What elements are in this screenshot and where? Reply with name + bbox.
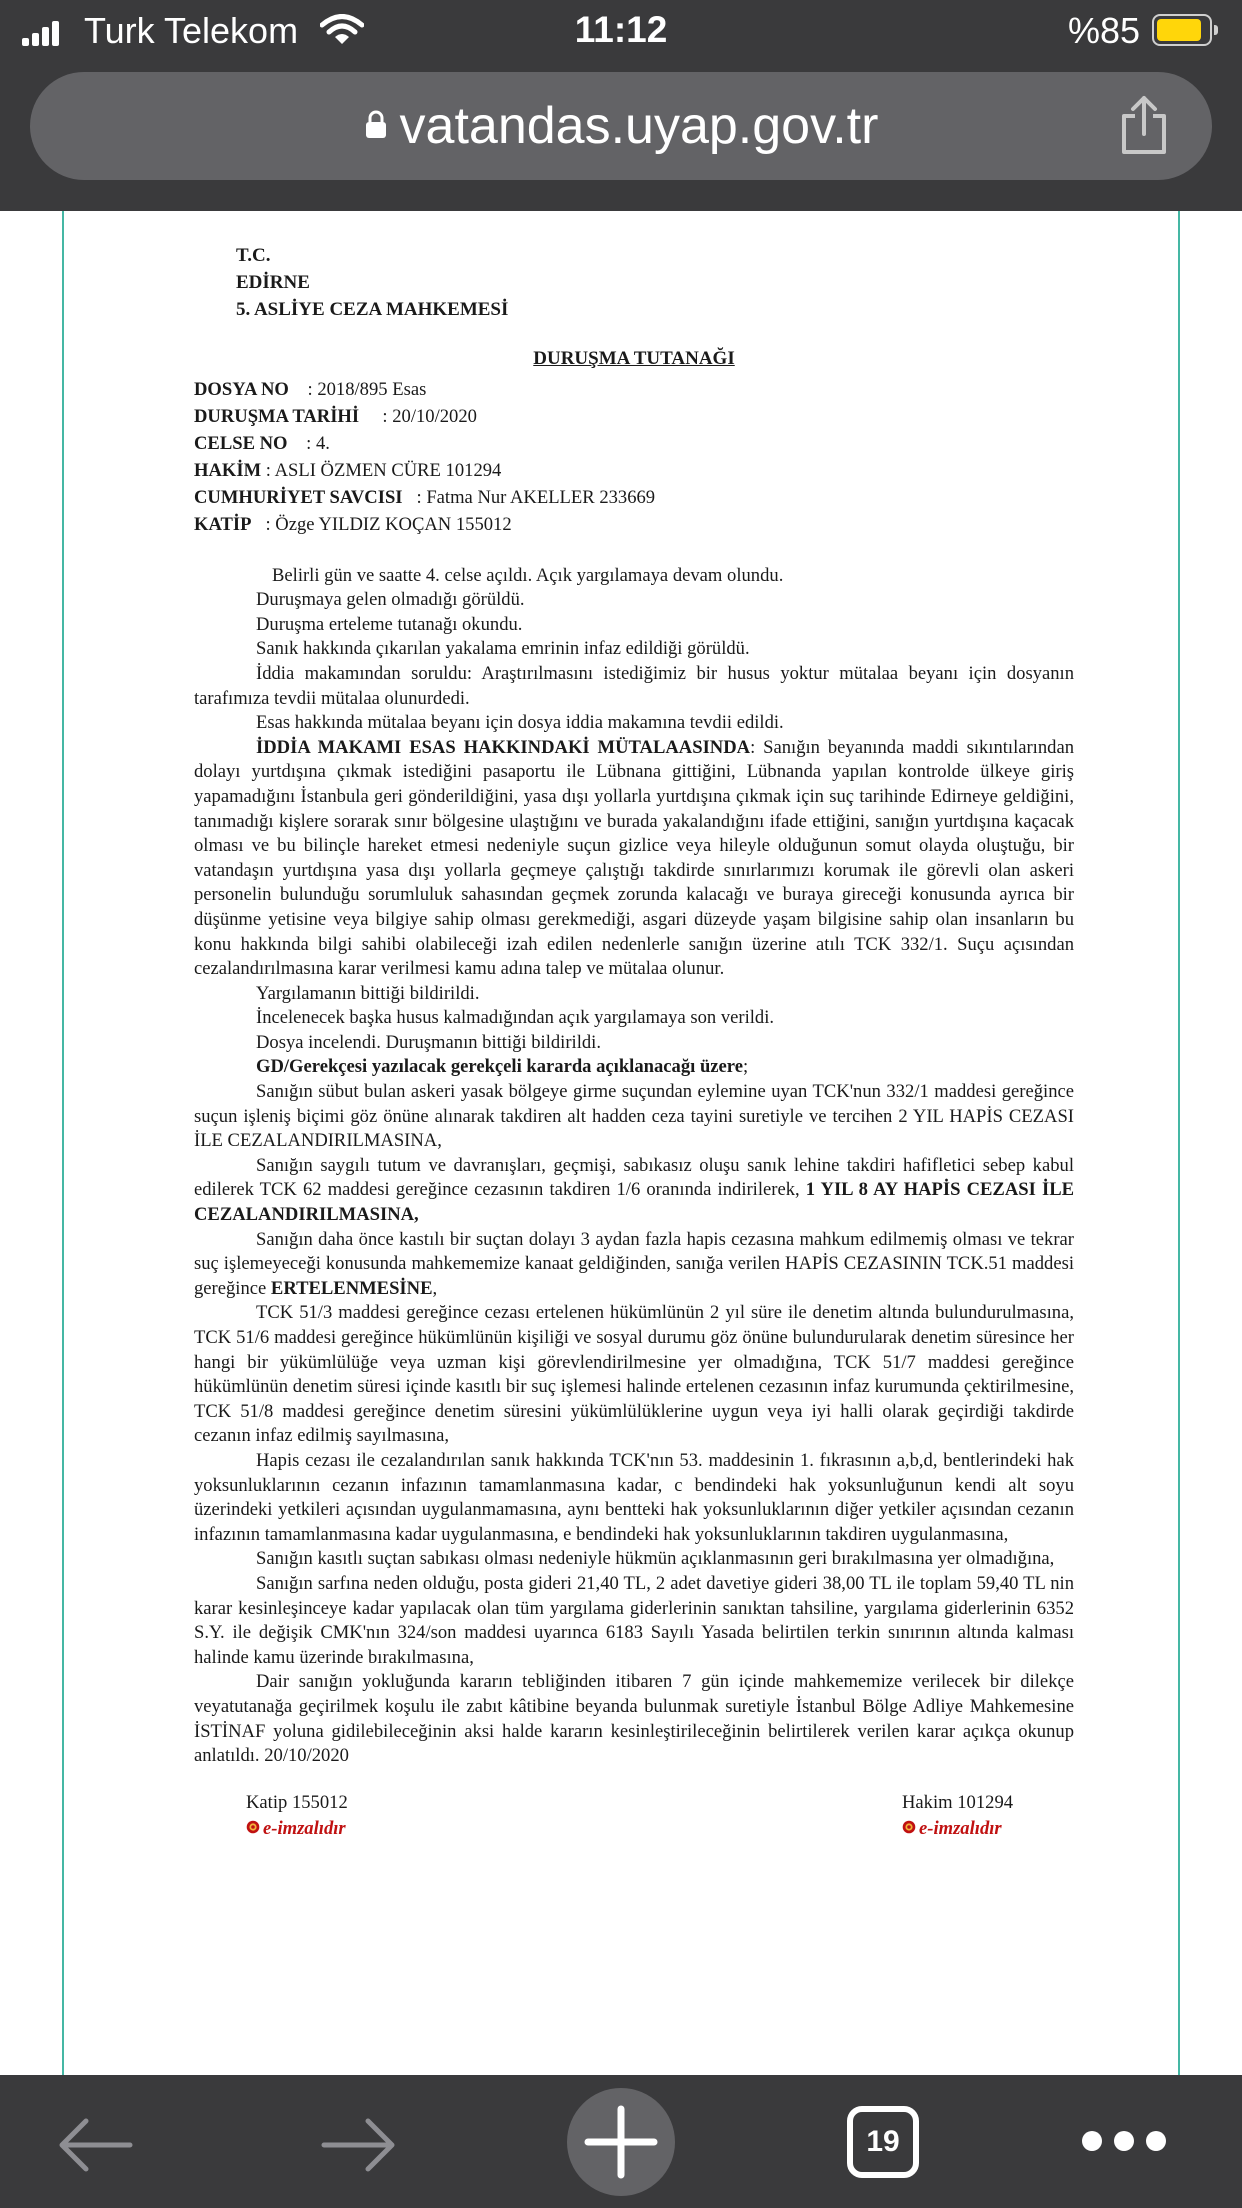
- header-row-session-no: [194, 430, 1074, 457]
- verdict-intro-end: ;: [742, 1056, 749, 1078]
- header-value: ASLI ÖZMEN CÜRE 101294: [274, 459, 502, 481]
- judge-signature: [902, 1791, 1013, 1842]
- paragraph-hearing-closed: İncelenecek başka husus kalmadığından açık yargılamaya son verildi.: [256, 1007, 775, 1029]
- header-label: CELSE NO: [194, 432, 288, 454]
- carrier-name: Turk Telekom: [84, 10, 299, 51]
- clerk-signature-name: Katip 155012: [246, 1791, 348, 1813]
- paragraph-verdict-intro: [194, 1055, 1074, 1080]
- header-value: Fatma Nur AKELLER 233669: [426, 486, 656, 508]
- seal-icon: [900, 1818, 918, 1836]
- paragraph-deferment: Sanığın kasıtlı suçtan sabıkası olması nedeniyle hükmün açıklanmasının geri bırakılmasına yer olmadığına,: [256, 1548, 1055, 1570]
- header-sep: :: [306, 432, 312, 454]
- paragraph-arrest-warrant: Sanık hakkında çıkarılan yakalama emrinin infaz edildiği görüldü.: [256, 638, 750, 660]
- paragraph-opening: Belirli gün ve saatte 4. celse açıldı. Açık yargılamaya devam olundu.: [272, 564, 784, 586]
- header-label: DOSYA NO: [194, 378, 289, 400]
- paragraph-no-attendance: Duruşmaya gelen olmadığı görüldü.: [256, 589, 525, 611]
- header-label: DURUŞMA TARİHİ: [194, 405, 360, 427]
- paragraph-file-transferred: Esas hakkında mütalaa beyanı için dosya iddia makamına tevdii edildi.: [256, 712, 784, 734]
- judge-signature-name: Hakim 101294: [902, 1791, 1014, 1813]
- share-icon[interactable]: [1116, 94, 1172, 158]
- verdict-intro-bold: GD/Gerekçesi yazılacak gerekçeli kararda açıklanacağı üzere: [256, 1056, 743, 1078]
- header-row-prosecutor: [194, 484, 1074, 511]
- paragraph-probation: TCK 51/3 maddesi gereğince cezası ertelenen hükümlünün 2 yıl süre ile denetim altında bulundurulmasına, TCK 51/6 maddesi gereğince hükümlünün kişiliği ve sosyal durumu göz önüne bulundurularak denetim süresince her hangi bir yükümlülüğe veya uzman kişi görevlendirilmesine yer olmadığına, TCK 51/7 maddesi gereğince hükümlünün denetim süresi içinde kasıtlı bir suç işlemesi halinde ertelenen cezasının infaz kurumunda çektirilmesine, TCK 51/8 maddesi gereğince denetim süresini yükümlülüklerine uygun veya iyi halli olarak geçirdiği takdirde cezanın infaz edilmiş sayılmasına,: [194, 1302, 1074, 1447]
- clerk-esign-label: e-imzalıdır: [263, 1818, 346, 1840]
- more-icon[interactable]: [1082, 2129, 1166, 2153]
- court-document: [194, 242, 1074, 1861]
- paragraph-suspension: [194, 1228, 1074, 1302]
- header-sep: :: [265, 513, 271, 535]
- paragraph-costs: Sanığın sarfına neden olduğu, posta gideri 21,40 TL, 2 adet davetiye gideri 38,00 TL ile toplam 59,40 TL nin karar kesinleşinceye kadar yapılacak olan tüm yargılama giderlerinin sanıktan tahsiline, yargılama giderlerinin 6352 S.Y. ile değişik CMK'nın 324/son maddesi uyarınca 6183 Sayılı Yasada belirtilen terkin sınırının altında kalması halinde kamu üzerinde bırakılmasına,: [194, 1572, 1074, 1668]
- opinion-heading: İDDİA MAKAMI ESAS HAKKINDAKİ MÜTALAASINDA: [256, 736, 751, 758]
- header-value: Özge YILDIZ KOÇAN 155012: [275, 513, 512, 535]
- header-sep: :: [416, 486, 422, 508]
- suspension-text: Sanığın daha önce kastılı bir suçtan dolayı 3 aydan fazla hapis cezasına mahkum edilmemiş olması ve tekrar suç işlemeyeceği konusunda mahkememize kanaat geldiğinden, sanığa verilen HAPİS CEZASININ TCK.51 maddesi gereğince: [194, 1228, 1074, 1299]
- paragraph-reduction: [194, 1154, 1074, 1228]
- tab-count: 19: [866, 2125, 900, 2158]
- header-label: KATİP: [194, 513, 252, 535]
- seal-icon: [244, 1818, 262, 1836]
- battery-icon: [1152, 14, 1212, 46]
- judge-esign-label: e-imzalıdır: [919, 1818, 1002, 1840]
- paragraph-prosecution-opinion: [194, 736, 1074, 982]
- address-bar[interactable]: [30, 72, 1212, 180]
- header-row-file-no: [194, 376, 1074, 403]
- status-time: 11:12: [574, 9, 668, 50]
- tabs-icon[interactable]: [846, 2105, 920, 2179]
- paragraph-sentence: Sanığın sübut bulan askeri yasak bölgeye girme suçundan eylemine uyan TCK'nun 332/1 maddesi gereğince suçun işleniş biçimi göz önüne alınarak takdiren alt hadden ceza tayini suretiyle ve tercihen 2 YIL HAPİS CEZASI İLE CEZALANDIRILMASINA,: [194, 1081, 1074, 1152]
- paragraph-trial-ended: Yargılamanın bittiği bildirildi.: [256, 982, 480, 1004]
- header-sep: :: [382, 405, 388, 427]
- forward-icon[interactable]: [318, 2113, 398, 2177]
- header-row-hearing-date: [194, 403, 1074, 430]
- clerk-signature: [246, 1791, 348, 1842]
- header-value: 20/10/2020: [392, 405, 477, 427]
- reduction-bold: 1 YIL 8 AY HAPİS CEZASI İLE CEZALANDIRILMASINA,: [194, 1179, 1074, 1226]
- signature-block: [194, 1791, 1074, 1861]
- lock-icon: [364, 109, 388, 139]
- back-icon[interactable]: [56, 2113, 136, 2177]
- header-sep: :: [307, 378, 313, 400]
- header-row-clerk: [194, 511, 1074, 538]
- header-value: 2018/895 Esas: [317, 378, 427, 400]
- paragraph-appeal: Dair sanığın yokluğunda kararın tebliğinden itibaren 7 gün içinde mahkememize verilecek bir dilekçe veyatutanağa geçirilmek koşulu ile zabıt kâtibine beyanda bulunmak suretiyle İstanbul Bölge Adliye Mahkemesine İSTİNAF yoluna gidilebileceğinin aksi halde kararın kesinleştirileceğinin belirtilerek verilen karar açıkça okunup anlatıldı. 20/10/2020: [194, 1671, 1074, 1767]
- document-title: DURUŞMA TUTANAĞI: [533, 348, 735, 369]
- court-line-3: 5. ASLİYE CEZA MAHKEMESİ: [236, 299, 509, 320]
- court-heading: [236, 242, 1074, 323]
- paragraph-minutes-read: Duruşma erteleme tutanağı okundu.: [256, 613, 523, 635]
- new-tab-icon[interactable]: [566, 2087, 676, 2197]
- court-line-2: EDİRNE: [236, 272, 310, 293]
- paragraph-prosecution-asked: İddia makamından soruldu: Araştırılmasını istediğimiz bir husus yoktur mütalaa beyanı için dosyanın tarafımıza tevdii mütalaa olunurdedi.: [194, 662, 1074, 709]
- case-header: [194, 376, 1074, 538]
- header-label: CUMHURİYET SAVCISI: [194, 486, 403, 508]
- opinion-text: : Sanığın beyanında maddi sıkıntılarından dolayı yurtdışına çıkmak istediğini pasaportu ile Lübnana gittiğini, Lübnanda yapılan kontrolde ülkeye giriş yapamadığını İstanbula geri gönderildiğini, yasa dışı yollarla yurtdışına çıkmak için suç tarihinde Edirneye geldiğini, tanımadığı kişlere sorarak sınır bölgesine ulaştığını ve burada yakalandığını ifade ettiğini, sanığın yurtdışına kaçacak olması ve bu bilinçle hareket etmesi nedeniyle suçun gizlice veya hileyle olduğunun somut olayda oluştuğu, bir vatandaşın yurtdışına yasa dışı yollarla geçmeye çalıştığı takdirde sınırlarımızı korumak ile görevli olan askeri personelin bulunduğu sorumluluk sahasından geçmek zorunda kalacağı ve buraya gireceği konusunda ayrıca bir düşünme yetisine veya bilgiye sahip olması gerekmediği, asgari düzeyde yaşam bilgisine sahip olan insanların bu konu hakkında bilgi sahibi olabileceği izah edilen nedenlerle sanığın üzerine atılı TCK 332/1. Suçu açısından cezalandırılmasına karar verilmesi kamu adına talep ve mütalaa olunur.: [194, 736, 1074, 980]
- paragraph-rights-deprivation: Hapis cezası ile cezalandırılan sanık hakkında TCK'nın 53. maddesinin 1. fıkrasının a,b,d, bentlerindeki hak yoksunluklarının cezanın infazının tamamlanmasına kadar, c bendindeki hak yoksunluğunun kendi alt soyu üzerindeki yetkileri açısından uygulanmamasına, aynı bentteki hak yoksunluklarının diğer yetkiler açısından cezanın infazının tamamlanmasına kadar uygulanmasına, e bendindeki hak yoksunluklarının takdiren uygulanmasına,: [194, 1449, 1074, 1545]
- url-text: vatandas.uyap.gov.tr: [399, 97, 879, 155]
- battery-percent: %85: [1068, 10, 1141, 51]
- header-sep: :: [265, 459, 271, 481]
- reduction-text: Sanığın saygılı tutum ve davranışları, geçmişi, sabıkasız oluşu sanık lehine takdiri hafifletici sebep kabul edilerek TCK 62 maddesi gereğince cezasının takdiren 1/6 oranında indirilerek,: [194, 1154, 1074, 1201]
- suspension-bold: ERTELENMESİNE: [270, 1277, 433, 1299]
- paragraph-file-reviewed: Dosya incelendi. Duruşmanın bittiği bildirildi.: [256, 1031, 601, 1053]
- header-row-judge: [194, 457, 1074, 484]
- court-line-1: T.C.: [236, 245, 271, 266]
- browser-top-chrome: [0, 0, 1242, 211]
- header-label: HAKİM: [194, 459, 262, 481]
- status-bar: [0, 0, 1242, 62]
- browser-toolbar: [0, 2075, 1242, 2208]
- header-value: 4.: [315, 432, 330, 454]
- suspension-end: ,: [432, 1277, 438, 1299]
